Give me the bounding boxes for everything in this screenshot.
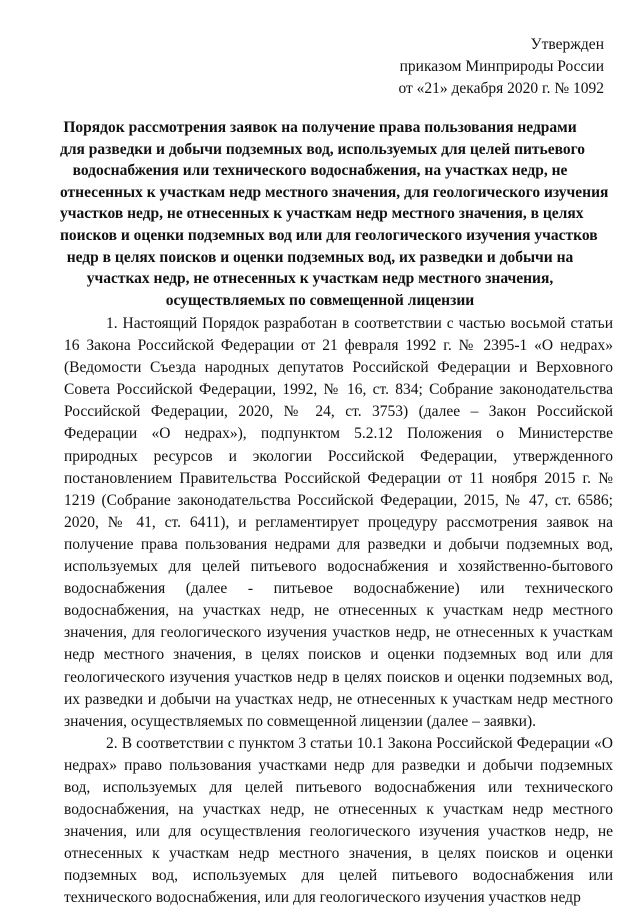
- approval-line-date: от «21» декабря 2020 г. № 1092: [398, 80, 604, 97]
- title-line: недр в целях поисков и оценки подземных вод, их разведки и добычи на: [66, 248, 574, 266]
- document-body: [64, 313, 613, 910]
- approval-stamp: [398, 34, 604, 100]
- title-line: поисков и оценки подземных вод или для геологического изучения участков: [60, 226, 598, 244]
- title-line: водоснабжения или технического водоснабжения, на участках недр, не: [72, 162, 568, 180]
- document-title: [60, 117, 609, 311]
- paragraph-1: 1. Настоящий Порядок разработан в соответствии с частью восьмой статьи 16 Закона Российской Федерации от 21 февраля 1992 г. № 2395-1 «О недрах» (Ведомости Съезда народных депутатов Российской Федерации и Верховного Совета Российской Федерации, 1992, № 16, ст. 834; Собрание законодательства Российской Федерации, 2020, № 24, ст. 3753) (далее – Закон Российской Федерации «О недрах»), подпунктом 5.2.12 Положения о Министерстве природных ресурсов и экологии Российской Федерации, утвержденного постановлением Правительства Российской Федерации от 11 ноября 2015 г. № 1219 (Собрание законодательства Российской Федерации, 2015, № 47, ст. 6586; 2020, № 41, ст. 6411), и регламентирует процедуру рассмотрения заявок на получение права пользования недрами для разведки и добычи подземных вод, используемых для целей питьевого водоснабжения и хозяйственно-бытового водоснабжения (далее - питьевое водоснабжение) или технического водоснабжения, на участках недр, не отнесенных к участкам недр местного значения, для геологического изучения участков недр, не отнесенных к участкам недр местного значения, в целях поисков и оценки подземных вод или для геологического изучения участков недр в целях поисков и оценки подземных вод, их разведки и добычи на участках недр, не отнесенных к участкам недр местного значения, осуществляемых по совмещенной лицензии (далее – заявки).: [64, 315, 613, 730]
- title-line: участков недр, не отнесенных к участкам недр местного значения, в целях: [60, 205, 584, 223]
- title-line: отнесенных к участкам недр местного значения, для геологического изучения: [60, 183, 609, 201]
- title-line: для разведки и добычи подземных вод, используемых для целей питьевого: [60, 140, 586, 158]
- approval-line-order: приказом Минприроды России: [399, 58, 604, 75]
- title-line: участках недр, не отнесенных к участкам недр местного значения,: [86, 270, 554, 288]
- approval-line-approved: Утвержден: [530, 36, 604, 53]
- paragraph-2: 2. В соответствии с пунктом 3 статьи 10.1 Закона Российской Федерации «О недрах» право пользования участками недр для разведки и добычи подземных вод, используемых для целей питьевого водоснабжения или технического водоснабжения, на участках недр, не отнесенных к участкам недр местного значения, или для осуществления геологического изучения участков недр, не отнесенных к участкам недр местного значения, в целях поисков и оценки подземных вод, используемых для целей питьевого водоснабжения или технического водоснабжения, или для геологического изучения участков недр: [64, 734, 613, 907]
- title-line: осуществляемых по совмещенной лицензии: [165, 291, 475, 309]
- title-line: Порядок рассмотрения заявок на получение права пользования недрами: [63, 119, 577, 136]
